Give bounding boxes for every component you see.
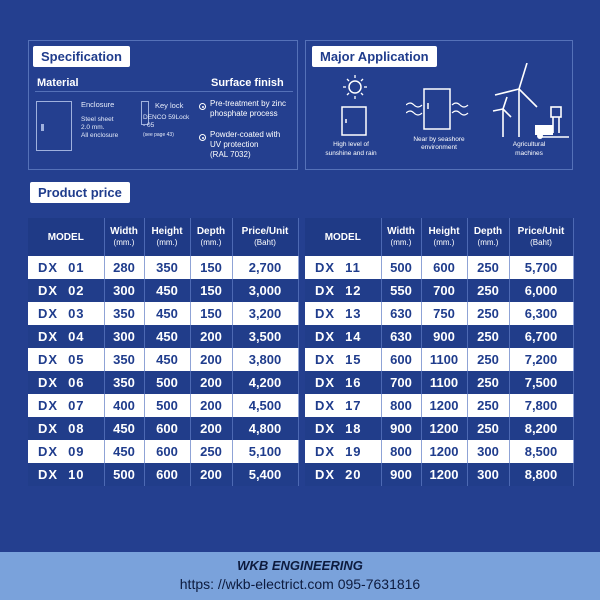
wind-turbine-icon [491,63,571,139]
price-table-right [305,218,574,486]
height-cell: 1200 [421,440,467,463]
depth-cell: 250 [467,302,509,325]
key-lock-line: DENCO 59Lock [143,114,190,121]
height-cell: 450 [144,279,190,302]
price-cell: 8,200 [509,417,573,440]
seashore-enclosure-icon [406,85,470,133]
table-row [305,371,573,394]
table-row [305,463,573,486]
depth-cell: 250 [190,440,232,463]
height-cell: 450 [144,325,190,348]
depth-cell: 200 [190,325,232,348]
table-row [28,256,298,279]
height-cell: 1200 [421,394,467,417]
width-cell: 450 [104,417,144,440]
width-cell: 280 [104,256,144,279]
model-cell: DX 06 [28,371,104,394]
application-label: environment [421,144,457,151]
width-cell: 800 [381,440,421,463]
finish-line: (RAL 7032) [210,150,251,159]
model-cell: DX 18 [305,417,381,440]
application-panel [305,40,573,170]
finish-line: UV protection [210,140,259,149]
height-cell: 600 [144,417,190,440]
width-cell: 630 [381,325,421,348]
depth-cell: 250 [467,417,509,440]
depth-cell: 200 [190,463,232,486]
model-cell: DX 02 [28,279,104,302]
finish-line: phosphate process [210,109,278,118]
model-cell: DX 16 [305,371,381,394]
model-cell: DX 15 [305,348,381,371]
model-cell: DX 14 [305,325,381,348]
price-cell: 8,500 [509,440,573,463]
product-price-title: Product price [30,182,130,203]
table-row [305,325,573,348]
width-cell: 600 [381,348,421,371]
application-label: High level of [333,141,369,148]
height-cell: 450 [144,302,190,325]
height-cell: 600 [144,463,190,486]
application-label: machines [515,150,543,157]
application-label: Near by seashore [413,136,465,143]
header-height: Height (mm.) [144,218,190,256]
header-width: Width (mm.) [104,218,144,256]
width-cell: 550 [381,279,421,302]
header-price: Price/Unit (Baht) [509,218,573,256]
height-cell: 1200 [421,417,467,440]
height-cell: 600 [421,256,467,279]
depth-cell: 200 [190,417,232,440]
material-label: Material [37,77,79,89]
width-cell: 500 [104,463,144,486]
enclosure-title: Enclosure [81,100,115,109]
header-model: MODEL [28,218,104,256]
application-label: sunshine and rain [325,150,377,157]
application-label: Agricultural [512,141,546,148]
header-model: MODEL [305,218,381,256]
height-cell: 750 [421,302,467,325]
table-row [305,256,573,279]
model-cell: DX 08 [28,417,104,440]
price-table-left [28,218,299,486]
price-cell: 4,500 [232,394,298,417]
header-depth: Depth (mm.) [467,218,509,256]
enclosure-icon [36,101,72,151]
table-row [305,279,573,302]
key-lock-title: Key lock [155,101,184,110]
height-cell: 1100 [421,348,467,371]
table-row [28,325,298,348]
width-cell: 630 [381,302,421,325]
price-cell: 6,300 [509,302,573,325]
width-cell: 300 [104,279,144,302]
height-cell: 450 [144,348,190,371]
height-cell: 500 [144,394,190,417]
height-cell: 1200 [421,463,467,486]
depth-cell: 150 [190,302,232,325]
table-row [305,417,573,440]
model-cell: DX 19 [305,440,381,463]
depth-cell: 250 [467,325,509,348]
depth-cell: 300 [467,463,509,486]
price-cell: 4,800 [232,417,298,440]
height-cell: 1100 [421,371,467,394]
model-cell: DX 07 [28,394,104,417]
key-lock-line: (see page 43) [143,132,174,138]
table-row [28,417,298,440]
price-cell: 5,700 [509,256,573,279]
key-lock-line: - 05 [143,122,155,129]
width-cell: 350 [104,302,144,325]
surface-finish-label: Surface finish [211,77,284,89]
bullet-icon [199,134,206,141]
footer-bar [0,552,600,600]
specification-panel [28,40,298,170]
header-depth: Depth (mm.) [190,218,232,256]
price-cell: 4,200 [232,371,298,394]
table-row [305,302,573,325]
model-cell: DX 20 [305,463,381,486]
price-cell: 3,500 [232,325,298,348]
price-cell: 8,800 [509,463,573,486]
price-cell: 5,100 [232,440,298,463]
table-row [305,440,573,463]
price-cell: 3,200 [232,302,298,325]
price-cell: 3,800 [232,348,298,371]
depth-cell: 250 [467,279,509,302]
model-cell: DX 04 [28,325,104,348]
enclosure-line: Steel sheet [81,116,114,123]
sun-enclosure-icon [330,75,376,137]
model-cell: DX 17 [305,394,381,417]
depth-cell: 250 [467,256,509,279]
depth-cell: 200 [190,394,232,417]
width-cell: 900 [381,463,421,486]
table-row [28,440,298,463]
width-cell: 300 [104,325,144,348]
price-cell: 7,500 [509,371,573,394]
price-cell: 7,200 [509,348,573,371]
table-row [305,348,573,371]
price-cell: 6,000 [509,279,573,302]
width-cell: 500 [381,256,421,279]
header-height: Height (mm.) [421,218,467,256]
width-cell: 400 [104,394,144,417]
contact-info: https: //wkb-electrict.com 095-7631816 [179,576,421,592]
width-cell: 900 [381,417,421,440]
model-cell: DX 13 [305,302,381,325]
depth-cell: 250 [467,394,509,417]
depth-cell: 300 [467,440,509,463]
table-row [28,302,298,325]
width-cell: 350 [104,348,144,371]
depth-cell: 250 [467,348,509,371]
height-cell: 900 [421,325,467,348]
model-cell: DX 05 [28,348,104,371]
depth-cell: 200 [190,348,232,371]
company-name: WKB ENGINEERING [237,558,363,573]
specification-title: Specification [33,46,130,67]
width-cell: 350 [104,371,144,394]
table-row [28,463,298,486]
height-cell: 350 [144,256,190,279]
model-cell: DX 09 [28,440,104,463]
height-cell: 500 [144,371,190,394]
height-cell: 600 [144,440,190,463]
model-cell: DX 01 [28,256,104,279]
header-width: Width (mm.) [381,218,421,256]
application-title: Major Application [312,46,437,67]
table-row [28,371,298,394]
model-cell: DX 10 [28,463,104,486]
depth-cell: 150 [190,256,232,279]
finish-line: Powder-coated with [210,130,281,139]
finish-line: Pre-treatment by zinc [210,99,287,108]
table-row [28,394,298,417]
depth-cell: 150 [190,279,232,302]
enclosure-line: 2.0 mm. [81,124,105,131]
width-cell: 450 [104,440,144,463]
width-cell: 700 [381,371,421,394]
depth-cell: 200 [190,371,232,394]
price-cell: 5,400 [232,463,298,486]
price-cell: 6,700 [509,325,573,348]
model-cell: DX 12 [305,279,381,302]
price-cell: 3,000 [232,279,298,302]
table-row [305,394,573,417]
width-cell: 800 [381,394,421,417]
model-cell: DX 11 [305,256,381,279]
price-cell: 2,700 [232,256,298,279]
enclosure-line: All enclosure [81,132,119,139]
depth-cell: 250 [467,371,509,394]
height-cell: 700 [421,279,467,302]
price-cell: 7,800 [509,394,573,417]
table-row [28,279,298,302]
table-row [28,348,298,371]
section-divider [35,91,293,92]
model-cell: DX 03 [28,302,104,325]
bullet-icon [199,103,206,110]
header-price: Price/Unit (Baht) [232,218,298,256]
